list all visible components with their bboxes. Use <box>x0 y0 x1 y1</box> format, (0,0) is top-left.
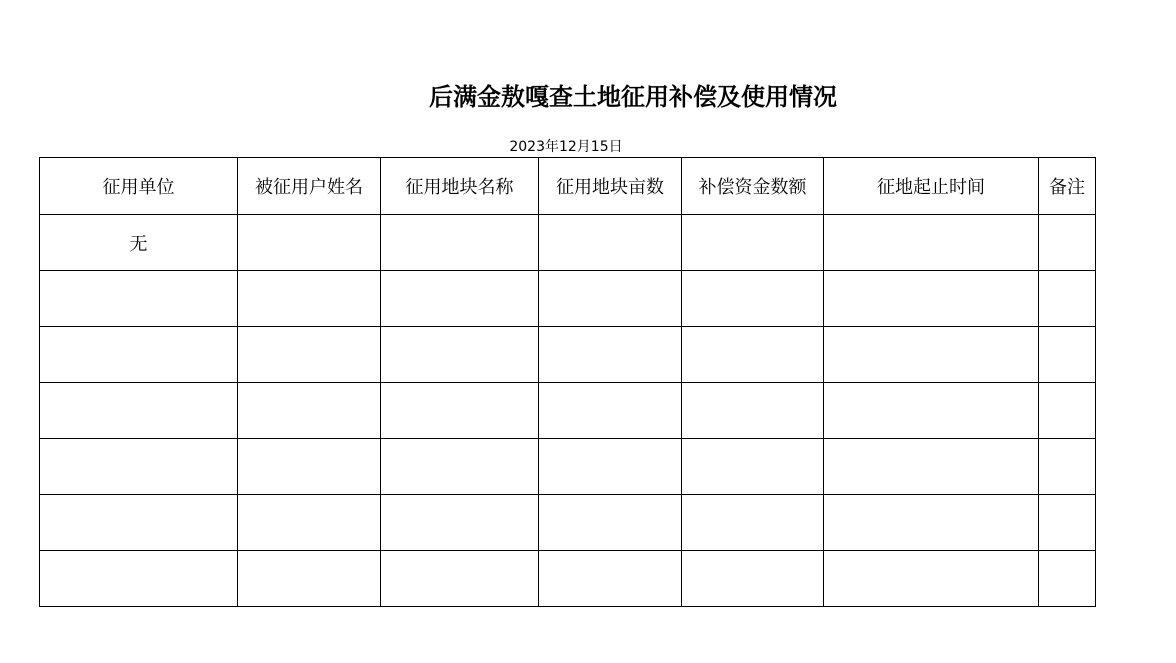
table-cell <box>1039 215 1096 271</box>
table-cell <box>824 327 1039 383</box>
table-cell <box>40 495 238 551</box>
table-cell <box>40 271 238 327</box>
table-cell <box>1039 439 1096 495</box>
table-row <box>40 383 1096 439</box>
table-cell <box>539 495 682 551</box>
table-cell <box>1039 383 1096 439</box>
header-cell-compensation-amount: 补偿资金数额 <box>682 158 824 215</box>
table-cell <box>238 495 381 551</box>
header-cell-household-name: 被征用户姓名 <box>238 158 381 215</box>
table-cell <box>539 271 682 327</box>
table-cell <box>381 495 539 551</box>
header-cell-time-period: 征地起止时间 <box>824 158 1039 215</box>
table-cell <box>238 551 381 607</box>
table-cell <box>1039 551 1096 607</box>
table-cell <box>381 271 539 327</box>
table-row <box>40 327 1096 383</box>
document-title: 后满金敖嘎查土地征用补偿及使用情况 <box>429 82 837 111</box>
table-cell <box>824 271 1039 327</box>
table-cell <box>539 215 682 271</box>
table-cell <box>381 383 539 439</box>
table-cell <box>824 439 1039 495</box>
table-cell <box>824 215 1039 271</box>
table-cell <box>381 439 539 495</box>
table-cell <box>824 495 1039 551</box>
table-cell <box>682 495 824 551</box>
compensation-table <box>39 157 1096 607</box>
table-cell <box>40 439 238 495</box>
table-cell <box>238 271 381 327</box>
table-cell <box>539 327 682 383</box>
header-cell-remarks: 备注 <box>1039 158 1096 215</box>
table-cell <box>682 327 824 383</box>
table-row <box>40 551 1096 607</box>
table-cell <box>682 439 824 495</box>
table-cell <box>682 215 824 271</box>
table-cell <box>40 551 238 607</box>
table-cell <box>682 383 824 439</box>
table-cell <box>238 215 381 271</box>
header-cell-plot-area: 征用地块亩数 <box>539 158 682 215</box>
table-row <box>40 271 1096 327</box>
table-cell <box>824 383 1039 439</box>
table-cell <box>1039 327 1096 383</box>
table-cell <box>238 439 381 495</box>
document-date: 2023年12月15日 <box>509 139 623 155</box>
table-cell <box>1039 271 1096 327</box>
table-cell <box>682 551 824 607</box>
table-cell: 无 <box>40 215 238 271</box>
table-cell <box>238 383 381 439</box>
header-cell-unit: 征用单位 <box>40 158 238 215</box>
table-cell <box>1039 495 1096 551</box>
table-cell <box>40 383 238 439</box>
header-cell-plot-name: 征用地块名称 <box>381 158 539 215</box>
table-cell <box>238 327 381 383</box>
table-cell <box>539 439 682 495</box>
table-row <box>40 215 1096 271</box>
table-cell <box>539 383 682 439</box>
table-row <box>40 495 1096 551</box>
table-cell <box>381 327 539 383</box>
table-cell <box>381 215 539 271</box>
table-cell <box>824 551 1039 607</box>
table-header-row <box>40 158 1096 215</box>
table-row <box>40 439 1096 495</box>
table-cell <box>381 551 539 607</box>
table-cell <box>40 327 238 383</box>
table-cell <box>682 271 824 327</box>
table-cell <box>539 551 682 607</box>
